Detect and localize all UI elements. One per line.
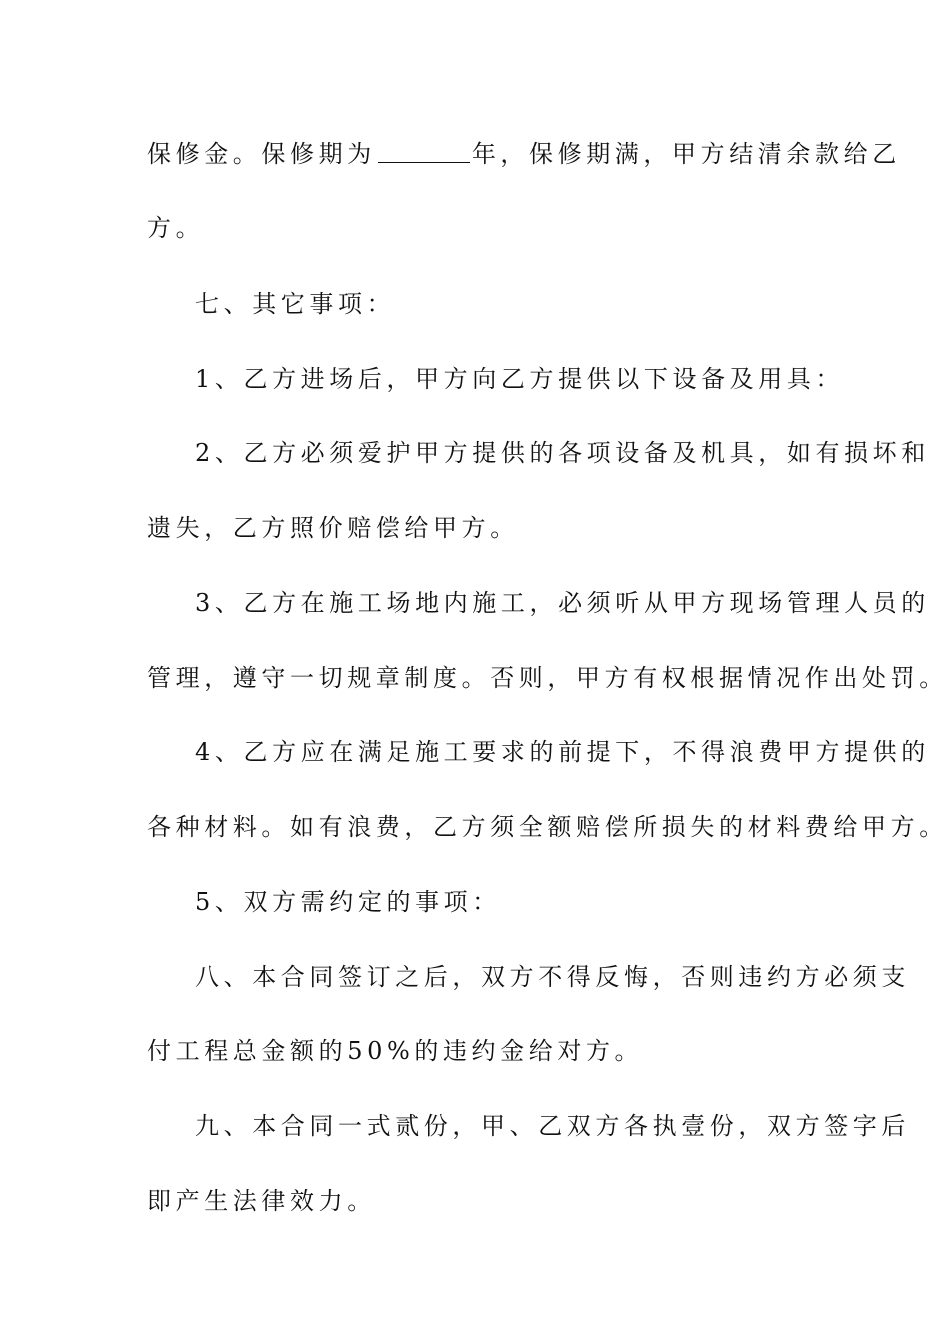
section-heading: 八、本合同签订之后，双方不得反悔，否则违约方必须支 — [195, 963, 910, 991]
fill-in-blank[interactable] — [378, 142, 470, 163]
text-line: 1、乙方进场后，甲方向乙方提供以下设备及用具： — [195, 365, 845, 393]
text-fragment: 保修金。保修期为 — [147, 140, 376, 168]
text-line: 遗失，乙方照价赔偿给甲方。 — [147, 514, 519, 542]
section-heading: 九、本合同一式贰份，甲、乙双方各执壹份，双方签字后 — [195, 1112, 910, 1140]
text-line: 即产生法律效力。 — [147, 1187, 376, 1215]
text-line: 5、双方需约定的事项： — [195, 888, 501, 916]
text-line: 2、乙方必须爱护甲方提供的各项设备及机具，如有损坏和 — [195, 439, 930, 467]
text-fragment: 年，保修期满，甲方结清余款给乙 — [471, 140, 901, 168]
section-heading: 七、其它事项： — [195, 290, 396, 318]
text-line: 管理，遵守一切规章制度。否则，甲方有权根据情况作出处罚。 — [147, 664, 948, 692]
text-line: 4、乙方应在满足施工要求的前提下，不得浪费甲方提供的 — [195, 738, 930, 766]
text-line: 付工程总金额的50%的违约金给对方。 — [147, 1037, 644, 1065]
text-line: 方。 — [147, 214, 205, 242]
text-line: 3、乙方在施工场地内施工，必须听从甲方现场管理人员的 — [195, 589, 930, 617]
text-line-warranty — [147, 138, 901, 170]
text-line: 各种材料。如有浪费，乙方须全额赔偿所损失的材料费给甲方。 — [147, 813, 948, 841]
